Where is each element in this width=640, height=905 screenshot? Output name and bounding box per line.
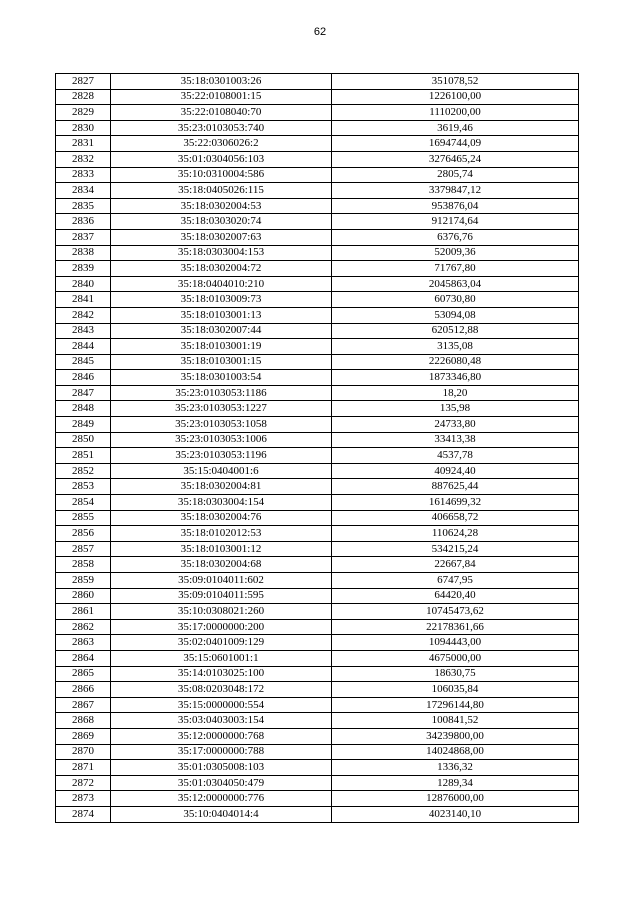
row-number-cell: 2833 <box>56 167 111 183</box>
row-number-cell: 2849 <box>56 417 111 433</box>
cadastral-number-cell: 35:18:0303004:153 <box>111 245 332 261</box>
cadastral-number-cell: 35:18:0404010:210 <box>111 276 332 292</box>
row-number-cell: 2828 <box>56 89 111 105</box>
value-cell: 1873346,80 <box>332 370 579 386</box>
row-number-cell: 2843 <box>56 323 111 339</box>
table-row <box>56 760 579 776</box>
cadastral-number-cell: 35:03:0403003:154 <box>111 713 332 729</box>
value-cell: 406658,72 <box>332 510 579 526</box>
cadastral-number-cell: 35:12:0000000:768 <box>111 728 332 744</box>
value-cell: 110624,28 <box>332 526 579 542</box>
row-number-cell: 2830 <box>56 120 111 136</box>
table-row <box>56 354 579 370</box>
cadastral-number-cell: 35:18:0301003:54 <box>111 370 332 386</box>
value-cell: 10745473,62 <box>332 604 579 620</box>
value-cell: 2226080,48 <box>332 354 579 370</box>
value-cell: 53094,08 <box>332 307 579 323</box>
cadastral-number-cell: 35:18:0102012:53 <box>111 526 332 542</box>
cadastral-number-cell: 35:01:0304050:479 <box>111 775 332 791</box>
value-cell: 1110200,00 <box>332 105 579 121</box>
table-row <box>56 89 579 105</box>
value-cell: 2805,74 <box>332 167 579 183</box>
cadastral-number-cell: 35:18:0103001:13 <box>111 307 332 323</box>
row-number-cell: 2872 <box>56 775 111 791</box>
table-row <box>56 292 579 308</box>
row-number-cell: 2853 <box>56 479 111 495</box>
value-cell: 3379847,12 <box>332 183 579 199</box>
cadastral-number-cell: 35:01:0305008:103 <box>111 760 332 776</box>
row-number-cell: 2869 <box>56 728 111 744</box>
row-number-cell: 2870 <box>56 744 111 760</box>
table-body <box>56 74 579 823</box>
value-cell: 22667,84 <box>332 557 579 573</box>
row-number-cell: 2868 <box>56 713 111 729</box>
row-number-cell: 2852 <box>56 463 111 479</box>
table-row <box>56 479 579 495</box>
cadastral-number-cell: 35:18:0302004:53 <box>111 198 332 214</box>
value-cell: 887625,44 <box>332 479 579 495</box>
table-row <box>56 604 579 620</box>
table-row <box>56 120 579 136</box>
value-cell: 33413,38 <box>332 432 579 448</box>
row-number-cell: 2867 <box>56 697 111 713</box>
cadastral-number-cell: 35:14:0103025:100 <box>111 666 332 682</box>
table-row <box>56 370 579 386</box>
cadastral-number-cell: 35:18:0301003:26 <box>111 74 332 90</box>
cadastral-number-cell: 35:18:0302004:68 <box>111 557 332 573</box>
page-number: 62 <box>313 26 327 38</box>
cadastral-number-cell: 35:12:0000000:776 <box>111 791 332 807</box>
table-row <box>56 339 579 355</box>
table-row <box>56 510 579 526</box>
cadastral-number-cell: 35:18:0302004:72 <box>111 261 332 277</box>
row-number-cell: 2854 <box>56 495 111 511</box>
row-number-cell: 2858 <box>56 557 111 573</box>
table-row <box>56 697 579 713</box>
value-cell: 18,20 <box>332 385 579 401</box>
value-cell: 24733,80 <box>332 417 579 433</box>
table-row <box>56 806 579 822</box>
value-cell: 3276465,24 <box>332 151 579 167</box>
cadastral-number-cell: 35:08:0203048:172 <box>111 682 332 698</box>
row-number-cell: 2831 <box>56 136 111 152</box>
cadastral-number-cell: 35:15:0000000:554 <box>111 697 332 713</box>
table-row <box>56 728 579 744</box>
row-number-cell: 2857 <box>56 541 111 557</box>
row-number-cell: 2862 <box>56 619 111 635</box>
table-row <box>56 214 579 230</box>
cadastral-number-cell: 35:23:0103053:1196 <box>111 448 332 464</box>
value-cell: 953876,04 <box>332 198 579 214</box>
table-row <box>56 495 579 511</box>
value-cell: 3619,46 <box>332 120 579 136</box>
value-cell: 534215,24 <box>332 541 579 557</box>
table-row <box>56 588 579 604</box>
value-cell: 912174,64 <box>332 214 579 230</box>
table-row <box>56 635 579 651</box>
cadastral-number-cell: 35:18:0303004:154 <box>111 495 332 511</box>
value-cell: 1614699,32 <box>332 495 579 511</box>
value-cell: 1094443,00 <box>332 635 579 651</box>
row-number-cell: 2834 <box>56 183 111 199</box>
value-cell: 4023140,10 <box>332 806 579 822</box>
row-number-cell: 2863 <box>56 635 111 651</box>
row-number-cell: 2835 <box>56 198 111 214</box>
value-cell: 14024868,00 <box>332 744 579 760</box>
table-row <box>56 463 579 479</box>
value-cell: 100841,52 <box>332 713 579 729</box>
value-cell: 18630,75 <box>332 666 579 682</box>
cadastral-number-cell: 35:17:0000000:200 <box>111 619 332 635</box>
table-row <box>56 619 579 635</box>
value-cell: 34239800,00 <box>332 728 579 744</box>
row-number-cell: 2838 <box>56 245 111 261</box>
table-row <box>56 276 579 292</box>
table-row <box>56 401 579 417</box>
value-cell: 1289,34 <box>332 775 579 791</box>
value-cell: 12876000,00 <box>332 791 579 807</box>
table-row <box>56 151 579 167</box>
value-cell: 3135,08 <box>332 339 579 355</box>
row-number-cell: 2829 <box>56 105 111 121</box>
value-cell: 17296144,80 <box>332 697 579 713</box>
row-number-cell: 2856 <box>56 526 111 542</box>
cadastral-number-cell: 35:18:0302004:81 <box>111 479 332 495</box>
cadastral-number-cell: 35:18:0405026:115 <box>111 183 332 199</box>
value-cell: 4537,78 <box>332 448 579 464</box>
table-row <box>56 541 579 557</box>
value-cell: 351078,52 <box>332 74 579 90</box>
value-cell: 52009,36 <box>332 245 579 261</box>
table-row <box>56 136 579 152</box>
value-cell: 40924,40 <box>332 463 579 479</box>
row-number-cell: 2851 <box>56 448 111 464</box>
cadastral-number-cell: 35:22:0108040:70 <box>111 105 332 121</box>
cadastral-number-cell: 35:17:0000000:788 <box>111 744 332 760</box>
cadastral-number-cell: 35:23:0103053:740 <box>111 120 332 136</box>
table-row <box>56 183 579 199</box>
row-number-cell: 2866 <box>56 682 111 698</box>
cadastral-number-cell: 35:18:0302007:44 <box>111 323 332 339</box>
table-row <box>56 666 579 682</box>
value-cell: 64420,40 <box>332 588 579 604</box>
value-cell: 60730,80 <box>332 292 579 308</box>
row-number-cell: 2845 <box>56 354 111 370</box>
table-row <box>56 74 579 90</box>
table-row <box>56 557 579 573</box>
table-row <box>56 245 579 261</box>
row-number-cell: 2840 <box>56 276 111 292</box>
cadastral-number-cell: 35:18:0103001:15 <box>111 354 332 370</box>
table-row <box>56 573 579 589</box>
table-row <box>56 105 579 121</box>
row-number-cell: 2865 <box>56 666 111 682</box>
table-row <box>56 713 579 729</box>
cadastral-value-table <box>55 73 579 823</box>
cadastral-number-cell: 35:23:0103053:1006 <box>111 432 332 448</box>
table-row <box>56 432 579 448</box>
cadastral-number-cell: 35:23:0103053:1058 <box>111 417 332 433</box>
cadastral-number-cell: 35:18:0302007:63 <box>111 229 332 245</box>
row-number-cell: 2847 <box>56 385 111 401</box>
row-number-cell: 2844 <box>56 339 111 355</box>
cadastral-number-cell: 35:23:0103053:1186 <box>111 385 332 401</box>
cadastral-number-cell: 35:22:0108001:15 <box>111 89 332 105</box>
value-cell: 135,98 <box>332 401 579 417</box>
table-row <box>56 417 579 433</box>
cadastral-number-cell: 35:18:0103001:12 <box>111 541 332 557</box>
row-number-cell: 2846 <box>56 370 111 386</box>
table-row <box>56 526 579 542</box>
cadastral-number-cell: 35:18:0103001:19 <box>111 339 332 355</box>
cadastral-number-cell: 35:09:0104011:595 <box>111 588 332 604</box>
value-cell: 1694744,09 <box>332 136 579 152</box>
table-row <box>56 385 579 401</box>
row-number-cell: 2841 <box>56 292 111 308</box>
row-number-cell: 2864 <box>56 650 111 666</box>
cadastral-number-cell: 35:10:0404014:4 <box>111 806 332 822</box>
cadastral-number-cell: 35:15:0601001:1 <box>111 650 332 666</box>
table-row <box>56 307 579 323</box>
cadastral-number-cell: 35:10:0308021:260 <box>111 604 332 620</box>
value-cell: 620512,88 <box>332 323 579 339</box>
row-number-cell: 2850 <box>56 432 111 448</box>
table-row <box>56 682 579 698</box>
value-cell: 22178361,66 <box>332 619 579 635</box>
row-number-cell: 2848 <box>56 401 111 417</box>
cadastral-number-cell: 35:22:0306026:2 <box>111 136 332 152</box>
cadastral-number-cell: 35:09:0104011:602 <box>111 573 332 589</box>
table-row <box>56 791 579 807</box>
table-row <box>56 448 579 464</box>
row-number-cell: 2855 <box>56 510 111 526</box>
row-number-cell: 2860 <box>56 588 111 604</box>
cadastral-number-cell: 35:10:0310004:586 <box>111 167 332 183</box>
cadastral-number-cell: 35:23:0103053:1227 <box>111 401 332 417</box>
row-number-cell: 2842 <box>56 307 111 323</box>
row-number-cell: 2837 <box>56 229 111 245</box>
row-number-cell: 2873 <box>56 791 111 807</box>
value-cell: 6376,76 <box>332 229 579 245</box>
value-cell: 4675000,00 <box>332 650 579 666</box>
value-cell: 71767,80 <box>332 261 579 277</box>
cadastral-number-cell: 35:18:0103009:73 <box>111 292 332 308</box>
value-cell: 1336,32 <box>332 760 579 776</box>
row-number-cell: 2871 <box>56 760 111 776</box>
value-cell: 1226100,00 <box>332 89 579 105</box>
table-row <box>56 167 579 183</box>
table-row <box>56 261 579 277</box>
value-cell: 106035,84 <box>332 682 579 698</box>
value-cell: 6747,95 <box>332 573 579 589</box>
row-number-cell: 2861 <box>56 604 111 620</box>
cadastral-number-cell: 35:01:0304056:103 <box>111 151 332 167</box>
cadastral-number-cell: 35:02:0401009:129 <box>111 635 332 651</box>
row-number-cell: 2827 <box>56 74 111 90</box>
table-row <box>56 744 579 760</box>
row-number-cell: 2859 <box>56 573 111 589</box>
cadastral-number-cell: 35:15:0404001:6 <box>111 463 332 479</box>
table-row <box>56 775 579 791</box>
row-number-cell: 2836 <box>56 214 111 230</box>
row-number-cell: 2832 <box>56 151 111 167</box>
table-row <box>56 323 579 339</box>
table-row <box>56 229 579 245</box>
value-cell: 2045863,04 <box>332 276 579 292</box>
table-row <box>56 198 579 214</box>
row-number-cell: 2839 <box>56 261 111 277</box>
table-row <box>56 650 579 666</box>
row-number-cell: 2874 <box>56 806 111 822</box>
cadastral-number-cell: 35:18:0303020:74 <box>111 214 332 230</box>
cadastral-number-cell: 35:18:0302004:76 <box>111 510 332 526</box>
